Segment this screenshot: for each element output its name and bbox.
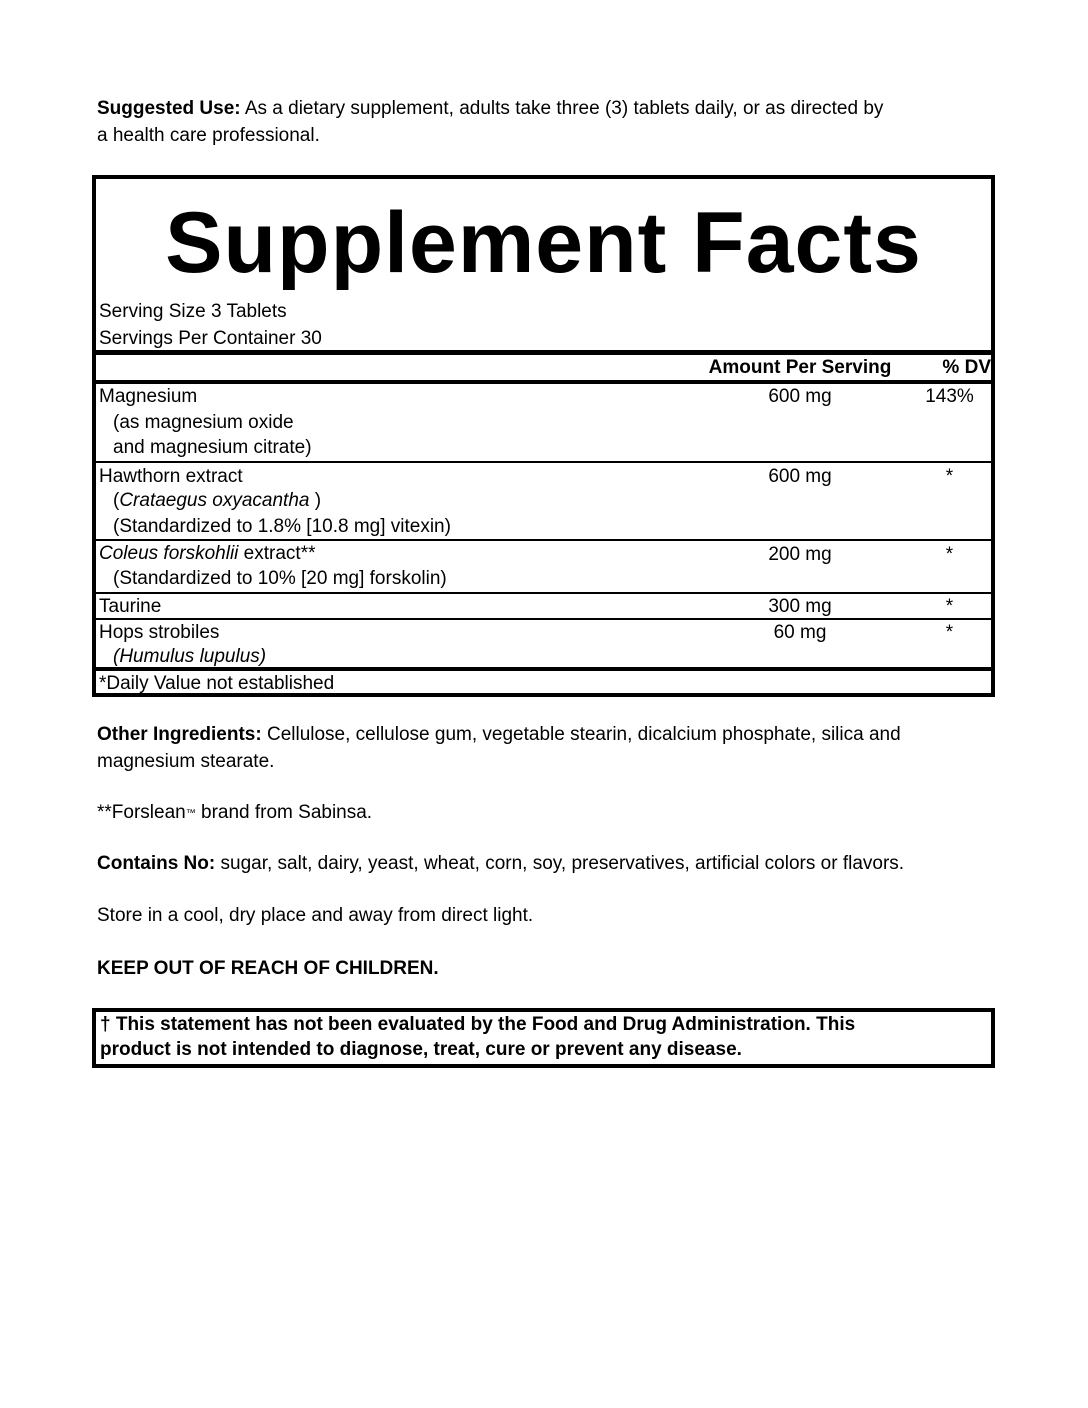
nutrient-amount: 60 mg	[773, 622, 827, 643]
contains-no-label: Contains No:	[97, 853, 216, 874]
servings-per-container: Servings Per Container 30	[99, 328, 322, 349]
nutrient-detail: and magnesium citrate)	[113, 437, 312, 458]
table-row	[96, 383, 991, 461]
supplement-facts-panel	[92, 175, 995, 697]
table-header	[96, 354, 991, 381]
table-row	[96, 463, 991, 539]
nutrient-dv: *	[945, 466, 954, 487]
other-ingredients-text: Cellulose, cellulose gum, vegetable stearin, dicalcium phosphate, silica and	[261, 724, 901, 745]
nutrient-amount: 600 mg	[768, 386, 832, 407]
nutrient-detail: (Standardized to 10% [20 mg] forskolin)	[113, 568, 447, 589]
nutrient-detail: (as magnesium oxide	[113, 412, 294, 433]
suggested-use-label: Suggested Use:	[97, 98, 241, 119]
child-warning: KEEP OUT OF REACH OF CHILDREN.	[97, 958, 439, 979]
other-ingredients-text-2: magnesium stearate.	[97, 751, 275, 772]
nutrient-detail: (Standardized to 1.8% [10.8 mg] vitexin)	[113, 516, 451, 537]
fda-disclaimer: † This statement has not been evaluated by the Food and Drug Administration. This product is not intended to diagnose, treat, cure or prevent any disease.	[100, 1014, 856, 1060]
nutrient-dv: 143%	[925, 386, 974, 407]
table-row	[96, 541, 991, 592]
nutrient-name: Hops strobiles	[99, 622, 220, 643]
nutrient-name: Coleus forskohlii extract**	[99, 543, 316, 564]
nutrient-amount: 200 mg	[768, 544, 832, 565]
serving-size: Serving Size 3 Tablets	[99, 301, 287, 322]
suggested-use-text: As a dietary supplement, adults take three (3) tablets daily, or as directed by	[240, 98, 884, 119]
nutrient-amount: 600 mg	[768, 466, 832, 487]
nutrient-dv: *	[945, 622, 954, 643]
nutrient-name: Taurine	[99, 596, 162, 617]
daily-value-footnote: *Daily Value not established	[99, 673, 335, 694]
facts-title: Supplement Facts	[165, 195, 922, 291]
nutrient-dv: *	[945, 544, 954, 565]
nutrient-name: Magnesium	[99, 386, 198, 407]
trademark-symbol: ™	[185, 808, 196, 819]
table-row	[96, 620, 991, 667]
contains-no	[97, 850, 947, 877]
header-dv: % DV	[942, 357, 991, 378]
table-row	[96, 594, 991, 618]
contains-no-text: sugar, salt, dairy, yeast, wheat, corn, soy, preservatives, artificial colors or flavors.	[215, 853, 905, 874]
nutrient-name: Hawthorn extract	[99, 466, 243, 487]
storage-instructions: Store in a cool, dry place and away from direct light.	[97, 905, 534, 926]
header-amount: Amount Per Serving	[708, 357, 892, 378]
suggested-use-text-2: a health care professional.	[97, 125, 320, 146]
suggested-use	[97, 95, 947, 149]
forslean-note: **Forslean™ brand from Sabinsa.	[97, 802, 373, 823]
nutrient-detail: (Humulus lupulus)	[113, 646, 267, 667]
fda-disclaimer-box	[92, 1008, 995, 1068]
nutrient-dv: *	[945, 596, 954, 617]
other-ingredients	[97, 721, 947, 775]
nutrient-detail: (Crataegus oxyacantha )	[113, 490, 322, 511]
other-ingredients-label: Other Ingredients:	[97, 724, 262, 745]
nutrient-amount: 300 mg	[768, 596, 832, 617]
